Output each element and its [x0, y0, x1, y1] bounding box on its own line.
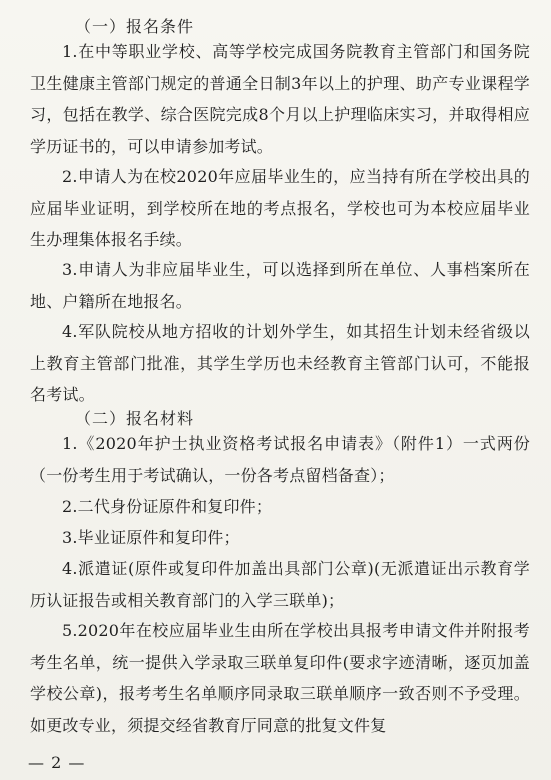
material-paragraph-2: 2.二代身份证原件和复印件；: [62, 497, 273, 516]
requirement-paragraph-2: 2.申请人为在校2020年应届毕业生的，应当持有所在学校出具的应届毕业证明，到学校所在地的考点报名，学校也可为本校应届毕业生办理集体报名手续。: [30, 167, 530, 249]
material-paragraph-5: 5.2020年在校应届毕业生由所在学校出具报考申请文件并附报考考生名单，统一提供入学录取三联单复印件(要求字迹清晰，逐页加盖学校公章)，报考考生名单顺序同录取三联单顺序一致否则不予受理。如更改专业，须提交经省教育厅同意的批复文件复: [30, 621, 530, 735]
material-paragraph-4: 4.派遣证(原件或复印件加盖出具部门公章)(无派遣证出示教育学历认证报告或相关教育部门的入学三联单)；: [30, 559, 530, 610]
material-paragraph-3: 3.毕业证原件和复印件；: [62, 528, 240, 547]
section-title-requirements: （一）报名条件: [75, 17, 195, 36]
requirement-paragraph-3: 3.申请人为非应届毕业生，可以选择到所在单位、人事档案所在地、户籍所在地报名。: [30, 260, 530, 311]
material-paragraph-1: 1.《2020年护士执业资格考试报名申请表》（附件1）一式两份（一份考生用于考试确认，一份各考点留档备查）；: [30, 434, 530, 485]
requirement-paragraph-4: 4.军队院校从地方招收的计划外学生，如其招生计划未经省级以上教育主管部门批准，其学生学历也未经教育主管部门认可，不能报名考试。: [30, 322, 530, 404]
section-title-materials: （二）报名材料: [75, 409, 195, 428]
requirement-paragraph-1: 1.在中等职业学校、高等学校完成国务院教育主管部门和国务院卫生健康主管部门规定的普通全日制3年以上的护理、助产专业课程学习，包括在教学、综合医院完成8个月以上护理临床实习，并取得相应学历证书的，可以申请参加考试。: [30, 42, 530, 156]
page-number: — 2 —: [28, 753, 86, 772]
